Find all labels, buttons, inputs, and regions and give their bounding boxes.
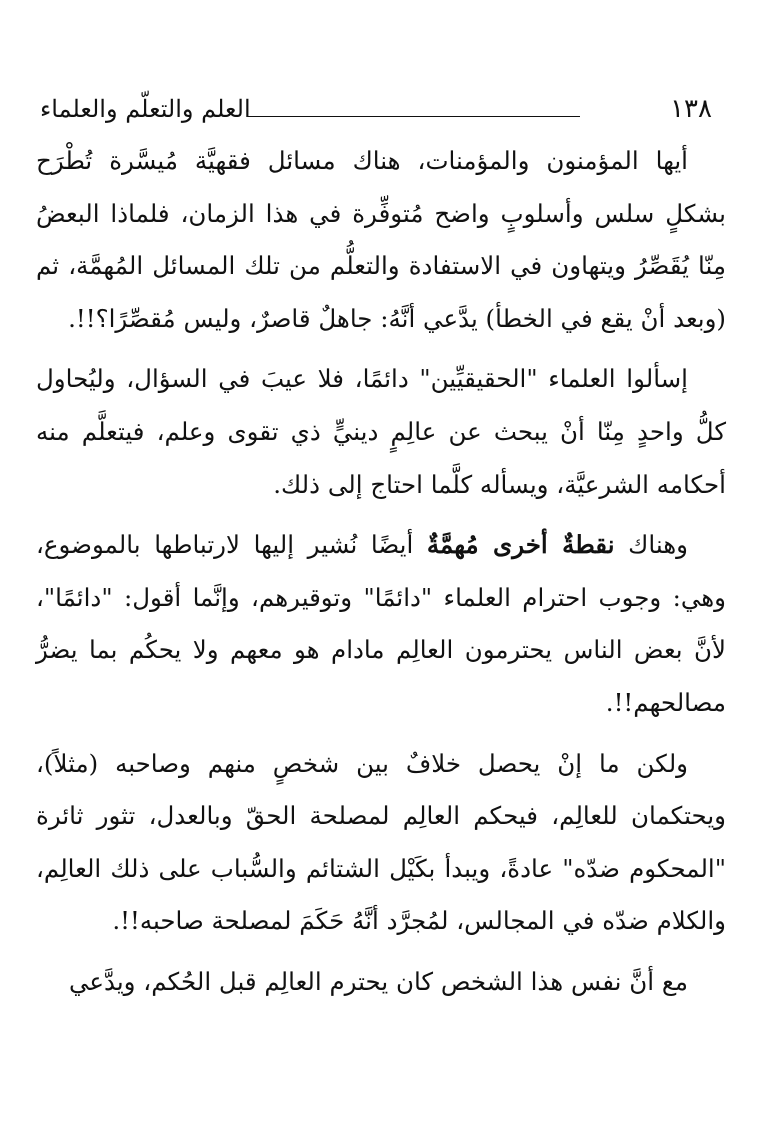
body-text [36, 135, 726, 1017]
running-title: العلم والتعلّم والعلماء [40, 95, 251, 123]
header-rule [248, 116, 580, 117]
paragraph-1: أيها المؤمنون والمؤمنات، هناك مسائل فقهيَّة مُيسَّرة تُطْرَح بشكلٍ سلس وأسلوبٍ واضح مُتوفِّرة في هذا الزمان، فلماذا البعضُ مِنّا يُقَصِّرُ ويتهاون في الاستفادة والتعلُّم من تلك المسائل المُهمَّة، ثم (وبعد أنْ يقع في الخطأ) يدَّعي أنَّهُ: جاهلٌ قاصرٌ، وليس مُقصِّرًا؟!!. [36, 146, 726, 333]
paragraph-3-rest: أيضًا نُشير إليها لارتباطها بالموضوع، وهي: وجوب احترام العلماء "دائمًا" وتوقيرهم، وإنَّما أقول: "دائمًا"، لأنَّ بعض الناس يحترمون العالِم مادام هو معهم ولا يحكُم بما يضرُّ مصالحهم!!. [36, 530, 726, 717]
paragraph-3-lead: وهناك [614, 530, 688, 560]
page-number: ١٣٨ [670, 94, 712, 124]
page-header [40, 92, 720, 126]
paragraph-3 [36, 519, 726, 729]
paragraph-5: مع أنَّ نفس هذا الشخص كان يحترم العالِم قبل الحُكم، ويدَّعي [68, 966, 688, 996]
paragraph-4: ولكن ما إنْ يحصل خلافٌ بين شخصٍ منهم وصاحبه (مثلاً)، ويحتكمان للعالِم، فيحكم العالِم لمصلحة الحقّ وبالعدل، تثور ثائرة "المحكوم ضدّه" عادةً، ويبدأ بكَيْل الشتائم والسُّباب على ذلك العالِم، والكلام ضدّه في المجالس، لمُجرَّد أنَّهُ حَكَمَ لمصلحة صاحبه!!. [36, 748, 726, 936]
paragraph-3-emphasis: نقطةٌ أخرى مُهمَّةٌ [426, 530, 615, 560]
paragraph-2: إسألوا العلماء "الحقيقيِّين" دائمًا، فلا عيبَ في السؤال، وليُحاول كلُّ واحدٍ مِنّا أنْ يبحث عن عالِمٍ دينيٍّ ذي تقوى وعلم، فيتعلَّم منه أحكامه الشرعيَّة، ويسأله كلَّما احتاج إلى ذلك. [36, 364, 726, 499]
